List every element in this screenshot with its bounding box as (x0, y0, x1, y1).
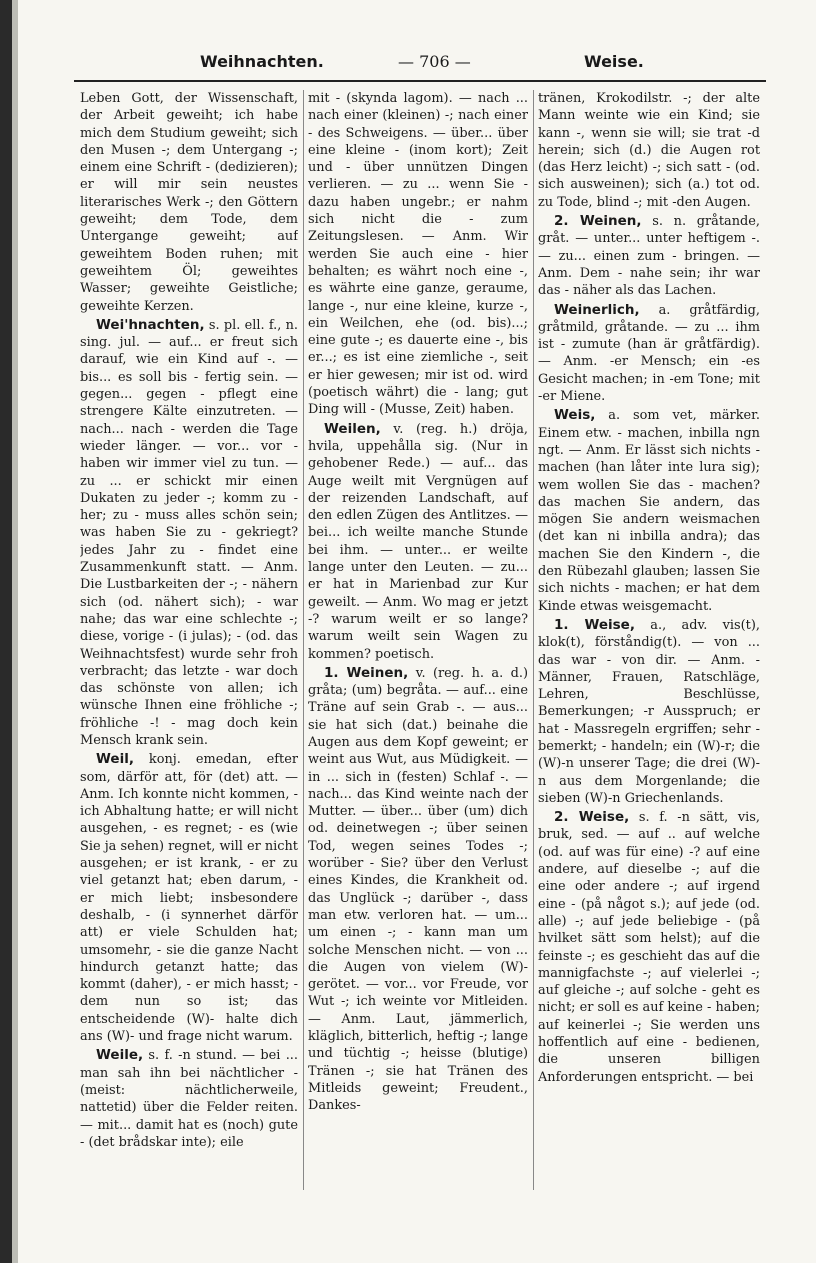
entry-headword: Weil, (96, 751, 134, 768)
entry-text: s. pl. ell. f., n. sing. jul. — auf... er freut sich darauf, wie ein Kind auf -. — bis... es soll bis - fertig sein. — gegen... gegen - pflegt eine strengere Kälte einzutreten. — nach... nach - werden die Tage wieder länger. — vor... vor - haben wir immer viel zu tun. — zu ... er schickt mir einen Dukaten zu jeder -; komm zu - her; zu - muss alles schön sein; was haben Sie zu - gekriegt? jedes Jahr zu - findet eine Zusammenkunft statt. — Anm. Die Lustbarkeiten der -; - nähern sich (od. nähert sich); - war nahe; das war eine schlechte -; diese, vorige - (i julas); - (od. das Weihnachtsfest) wurde sehr froh verbracht; das letzte - war doch das schönste von allen; ich wünsche Ihnen eine fröhliche -; fröhliche -! - mag doch kein Mensch krank sein. (80, 317, 298, 748)
entry-text: s. f. -n sätt, vis, bruk, sed. — auf .. auf welche (od. auf was für eine) -? auf eine andere, auf dieselbe -; auf die eine oder andere -; auf irgend eine - (på något s.); auf jede (od. alle) -; auf jede beliebige - (på hvilket sätt som helst); auf die feinste -; es geschieht das auf die mannigfachste -; auf vielerlei -; auf gleiche -; auf solche - geht es nicht; er soll es auf keine - haben; auf keinerlei -; Sie werden uns hoffentlich auf eine - bedienen, die unseren billigen Anforderungen entspricht. — bei (538, 810, 760, 1085)
entry-text: a., adv. vis(t), klok(t), förståndig(t). — von ... das war - von dir. — Anm. - Männer, Frauen, Ratschläge, Lehren, Beschlüsse, Bemerkungen; -r Ausspruch; er hat - Massregeln ergriffen; sehr - bemerkt; - handeln; ein (W)-r; die (W)-n unserer Tage; die drei (W)-n aus dem Morgenlande; die sieben (W)-n Griechenlands. (538, 617, 760, 806)
dictionary-entry (538, 90, 760, 211)
entry-headword: 2. Weise, (554, 809, 630, 826)
header-rule (74, 80, 766, 82)
page-header (76, 48, 766, 78)
entry-headword: Weile, (96, 1047, 144, 1064)
entry-text: s. n. gråtande, gråt. — unter... unter heftigem -. — zu... einen zum - bringen. — Anm. Dem - nahe sein; ihr war das - näher als das Lachen. (538, 214, 760, 299)
column-divider (533, 90, 534, 1190)
dictionary-entry (538, 617, 760, 807)
entry-headword: 2. Weinen, (554, 213, 642, 230)
running-head-left: Weihnachten. (200, 52, 324, 71)
dictionary-entry (308, 665, 528, 1115)
entry-text: s. f. -n stund. — bei ... man sah ihn bei nächtlicher - (meist: nächtlicherweile, nattetid) über die Felder reiten. — mit... damit hat es (noch) gute - (det brådskar inte); eile (80, 1048, 298, 1150)
entry-headword: Weinerlich, (554, 301, 640, 318)
dictionary-entry (80, 751, 298, 1045)
entry-text: v. (reg. h.) dröja, hvila, uppehålla sig. (Nur in gehobener Rede.) — auf... das Auge weilt mit Vergnügen auf der reizenden Landschaft, auf den edlen Zügen des Antlitzes. — bei... ich weilte manche Stunde bei ihm. — unter... er weilte lange unter den Leuten. — zu... er hat in Marienbad zur Kur geweilt. — Anm. Wo mag er jetzt -? warum weilt er so lange? warum weilt sein Wagen zu kommen? poetisch. (308, 421, 528, 662)
text-column-2 (308, 90, 528, 1190)
entry-headword: 1. Weinen, (324, 664, 409, 681)
dictionary-entry (538, 809, 760, 1086)
dictionary-entry (308, 421, 528, 663)
entry-text: a. som vet, märker. Einem etw. - machen, inbilla ngn ngt. — Anm. Er lässt sich nichts - machen (han låter inte lura sig); wem wollen Sie das - machen? das machen Sie andern, das mögen Sie andern weismachen (det kan ni inbilla andra); das machen Sie den Kindern -, die den Rübezahl glauben; lassen Sie sich nichts - machen; er hat dem Kinde etwas weisgemacht. (538, 408, 760, 614)
page-number: — 706 — (398, 52, 471, 71)
dictionary-entry (308, 90, 528, 419)
entry-text: mit - (skynda lagom). — nach ... nach einer (kleinen) -; nach einer - des Schweigens. — über... über eine kleine - (inom kort); Zeit und - über unnützen Dingen verlieren. — zu ... wenn Sie - dazu haben ungebr.; er nahm sich nicht die - zum Zeitungslesen. — Anm. Wir werden Sie auch eine - hier behalten; es währt noch eine -, es währte eine ganze, geraume, lange -, nur eine kleine, kurze -, ein Weilchen, ehe (od. bis)...; eine gute -; es dauerte eine -, bis er...; es ist eine ziemliche -, seit er hier gewesen; mir ist od. wird (poetisch währt) die - lang; gut Ding will - (Musse, Zeit) haben. (308, 91, 528, 418)
dictionary-entry (538, 302, 760, 406)
entry-text: v. (reg. h. a. d.) gråta; (um) begråta. — auf... eine Träne auf sein Grab -. — aus... sie hat sich (dat.) beinahe die Augen aus dem Kopf geweint; er weint aus Wut, aus Müdigkeit. — in ... sich in (festen) Schlaf -. — nach... das Kind weinte nach der Mutter. — über... über (um) dich od. deinetwegen -; über seinen Tod, wegen seines Todes -; worüber - Sie? über den Verlust eines Kindes, die Krankheit od. das Unglück -; darüber -, dass man etw. verloren hat. — um... um einen -; - kann man um solche Menschen nicht. — von ... die Augen von vielem (W)-gerötet. — vor... vor Freude, vor Wut -; ich weinte vor Mitleiden. — Anm. Laut, jämmerlich, kläglich, bitterlich, heftig -; lange und tüchtig -; heisse (blutige) Tränen -; sie hat Tränen des Mitleids geweint; Freudent., Dankes- (308, 665, 528, 1114)
text-column-1 (80, 90, 298, 1190)
book-gutter-shadow (12, 0, 18, 1263)
entry-headword: Weilen, (324, 420, 381, 437)
entry-headword: Weis, (554, 407, 596, 424)
entry-text: Leben Gott, der Wissenschaft, der Arbeit geweiht; ich habe mich dem Studium geweiht; sich den Musen -; dem Untergang -; einem eine Schrift - (dedizieren); er will mir sein neustes literarisches Werk -; den Göttern geweiht; dem Tode, dem Untergange geweiht; auf geweihtem Boden ruhen; mit geweihtem Öl; geweihtes Wasser; geweihte Geistliche; geweihte Kerzen. (80, 91, 298, 314)
entry-text: konj. emedan, efter som, därför att, för (det) att. — Anm. Ich konnte nicht kommen, - ich Abhaltung hatte; er will nicht ausgehen, - es regnet; - es (wie Sie ja sehen) regnet, will er nicht ausgehen; er ist krank, - er zu viel getanzt hat; eben darum, - er mich liebt; insbesondere deshalb, - (i synnerhet därför att) er viele Schulden hat; umsomehr, - sie die ganze Nacht hindurch getanzt hatte; das kommt (daher), - er mich hasst; - dem nun so ist; das entscheidende (W)- halte dich ans (W)- und frage nicht warum. (80, 752, 298, 1045)
entry-text: a. gråtfärdig, gråtmild, gråtande. — zu ... ihm ist - zumute (han är gråtfärdig). — Anm. -er Mensch; ein -es Gesicht machen; in -em Tone; mit -er Miene. (538, 302, 760, 405)
entry-headword: Wei'hnachten, (96, 316, 205, 333)
dictionary-entry (80, 1047, 298, 1151)
dictionary-entry (80, 317, 298, 749)
column-divider (303, 90, 304, 1190)
entry-headword: 1. Weise, (554, 616, 635, 633)
text-column-3 (538, 90, 760, 1190)
dictionary-entry (538, 407, 760, 615)
dictionary-entry (80, 90, 298, 315)
book-binding-edge (0, 0, 12, 1263)
dictionary-entry (538, 213, 760, 299)
entry-text: tränen, Krokodilstr. -; der alte Mann weinte wie ein Kind; sie kann -, wenn sie will; sie trat -d herein; sich (d.) die Augen rot (das Herz leicht) -; sich satt - (od. sich ausweinen); sich (a.) tot od. zu Tode, blind -; mit -den Augen. (538, 91, 760, 210)
running-head-right: Weise. (584, 52, 644, 71)
